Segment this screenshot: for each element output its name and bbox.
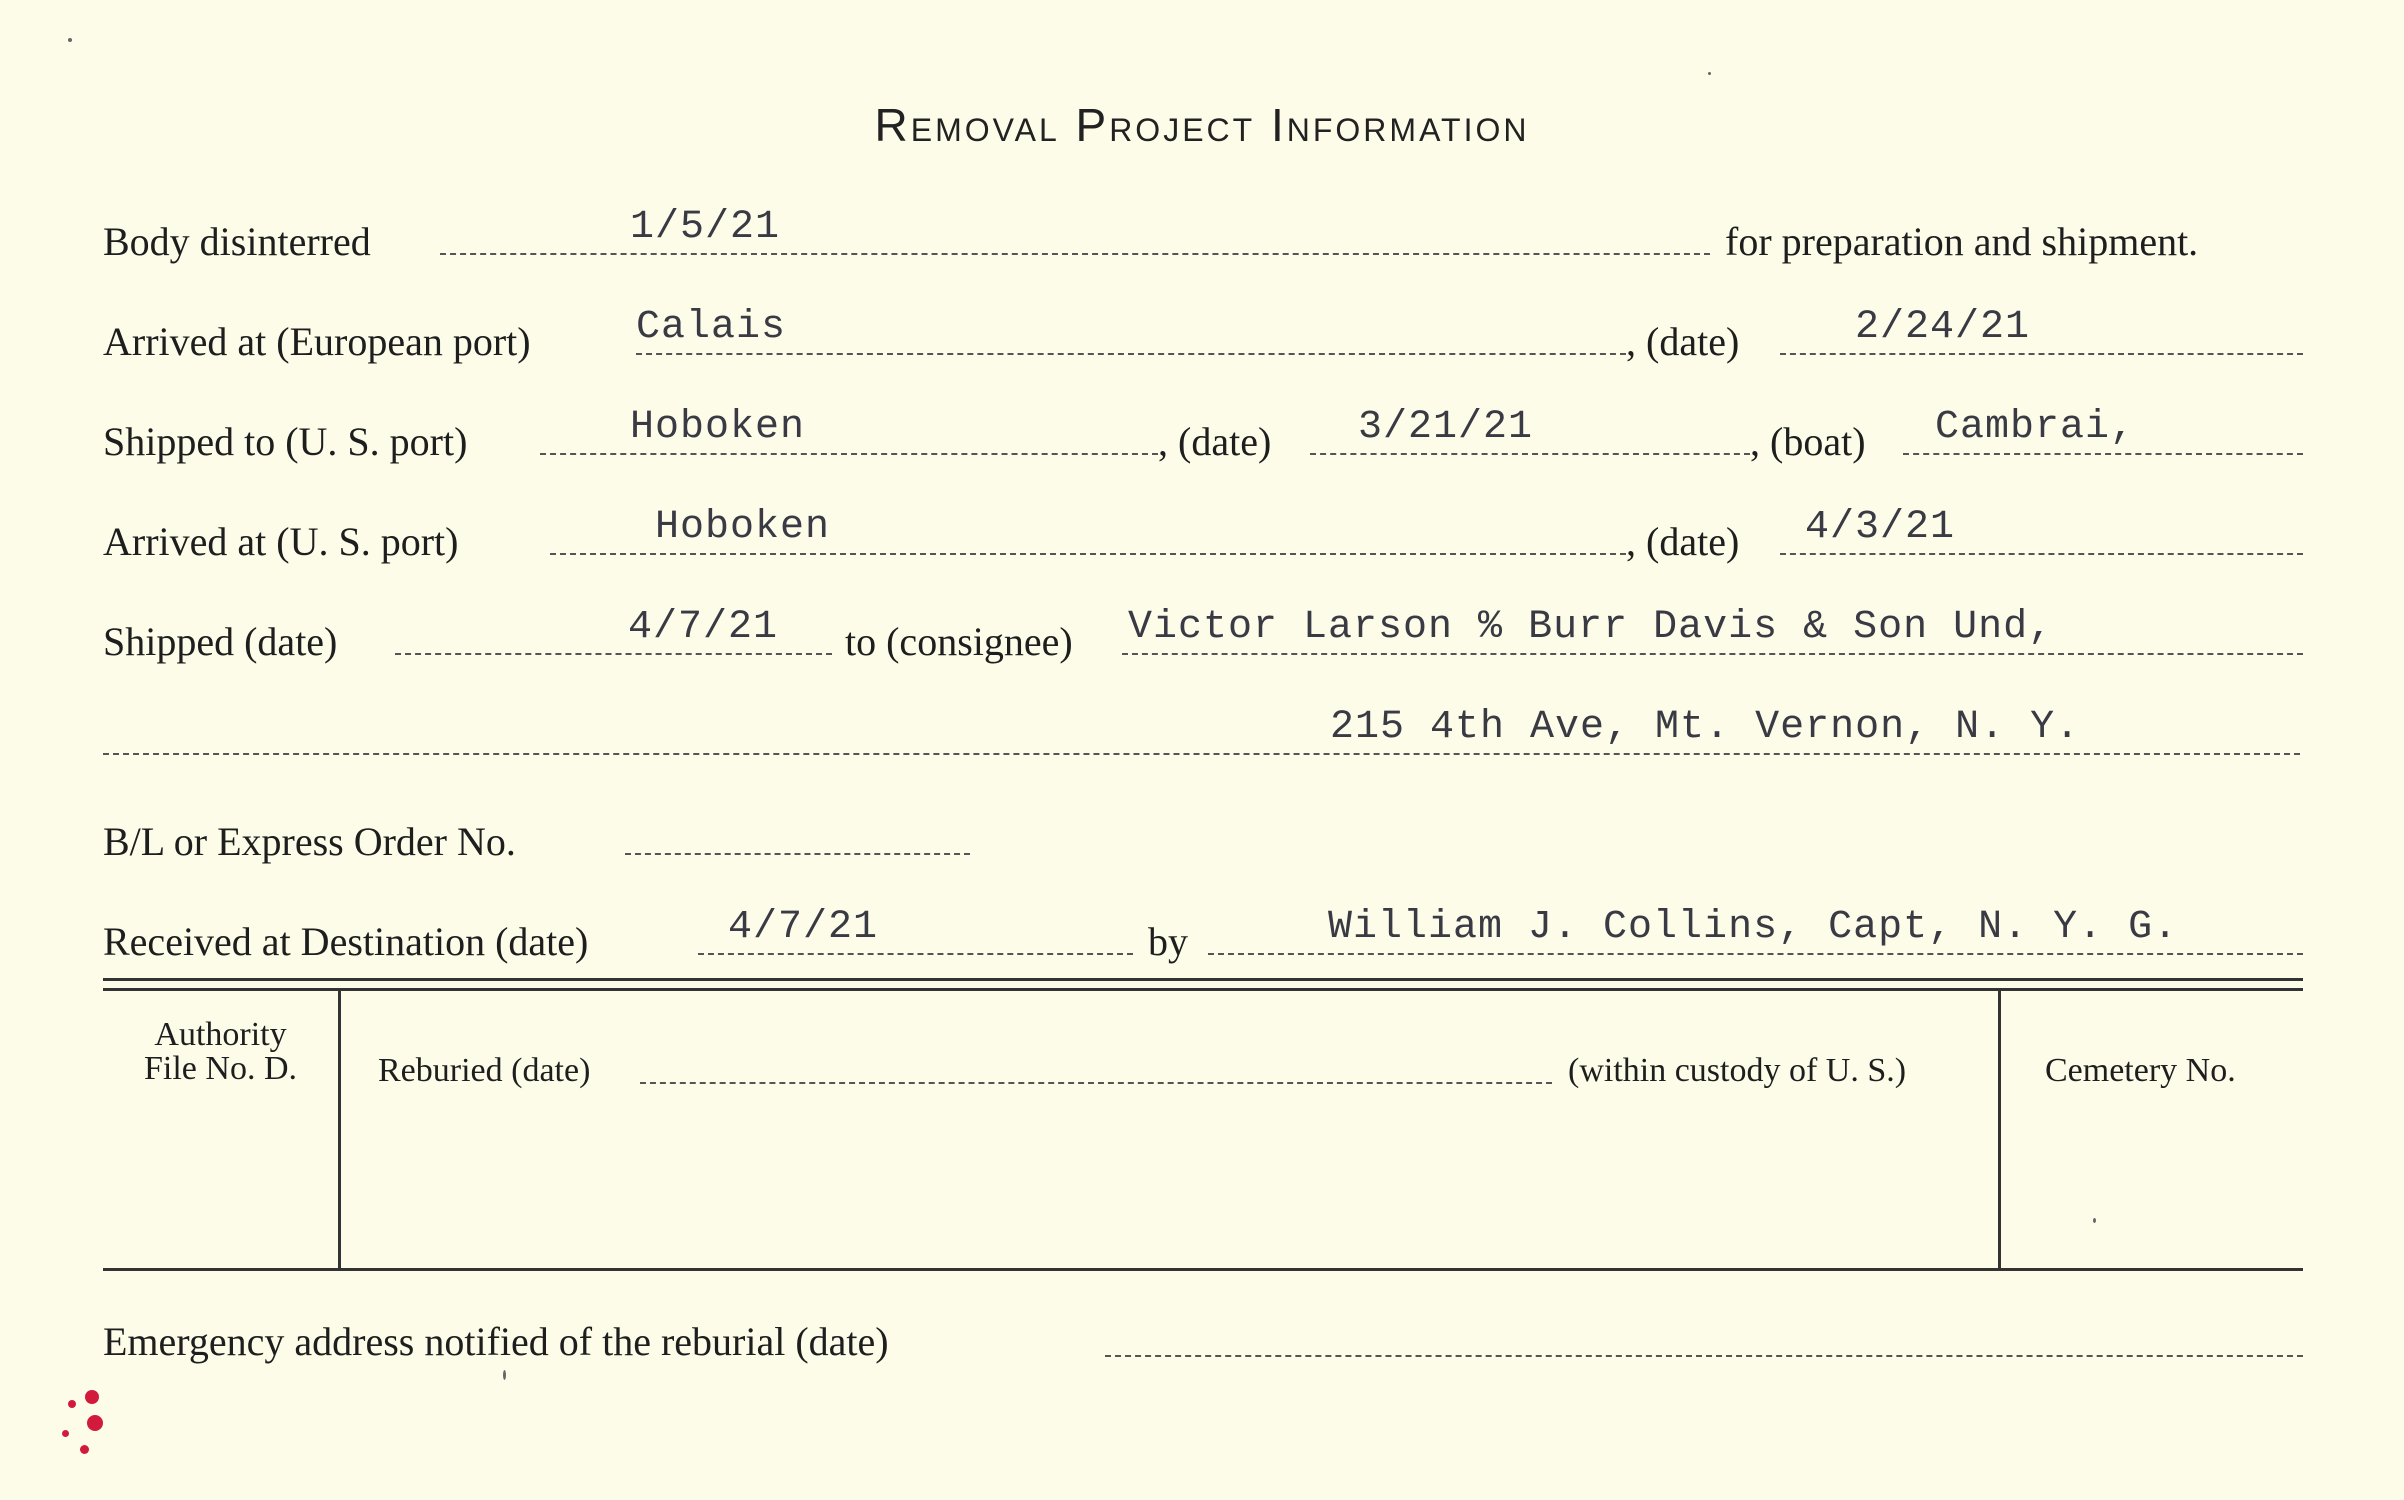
body-disinterred-value: 1/5/21 xyxy=(630,205,781,250)
bl-order-label: B/L or Express Order No. xyxy=(103,819,516,864)
authority-cell xyxy=(103,1018,338,1086)
paper-speck xyxy=(503,1370,506,1380)
shipped-us-boat: Cambrai, xyxy=(1935,405,2136,450)
table-bottom-rule xyxy=(103,1268,2303,1271)
arrived-european-date-line xyxy=(1780,353,2303,355)
shipped-date-line xyxy=(395,653,832,655)
shipped-us-date: 3/21/21 xyxy=(1358,405,1534,450)
table-top-rule xyxy=(103,978,2303,981)
cemetery-label: Cemetery No. xyxy=(2045,1052,2236,1089)
consignee-address: 215 4th Ave, Mt. Vernon, N. Y. xyxy=(1330,705,2081,750)
table-top-rule-2 xyxy=(103,988,2303,991)
shipped-us-value: Hoboken xyxy=(630,405,806,450)
red-ink-mark xyxy=(80,1445,89,1454)
received-by-line xyxy=(1208,953,2303,955)
arrived-european-date-label: , (date) xyxy=(1626,319,1740,364)
body-disinterred-label: Body disinterred xyxy=(103,219,371,264)
body-disinterred-suffix: for preparation and shipment. xyxy=(1725,219,2199,264)
shipped-date-label: Shipped (date) xyxy=(103,619,338,664)
consignee-line xyxy=(1122,653,2303,655)
shipped-us-label: Shipped to (U. S. port) xyxy=(103,419,468,464)
custody-label: (within custody of U. S.) xyxy=(1568,1052,1907,1089)
consignee-value: Victor Larson % Burr Davis & Son Und, xyxy=(1128,605,2054,650)
authority-line1: Authority xyxy=(154,1016,287,1053)
arrived-us-date-label: , (date) xyxy=(1626,519,1740,564)
shipped-us-date-line xyxy=(1310,453,1750,455)
paper-speck xyxy=(68,38,72,42)
arrived-european-line xyxy=(636,353,1626,355)
consignee-label: to (consignee) xyxy=(845,619,1073,664)
arrived-european-label: Arrived at (European port) xyxy=(103,319,531,364)
received-by: William J. Collins, Capt, N. Y. G. xyxy=(1328,905,2179,950)
shipped-date: 4/7/21 xyxy=(628,605,779,650)
reburied-label: Reburied (date) xyxy=(378,1052,591,1089)
address-line xyxy=(103,753,2300,755)
paper-speck xyxy=(2093,1218,2096,1223)
form-title: Removal Project Information xyxy=(874,99,1530,151)
arrived-us-line xyxy=(550,553,1626,555)
red-ink-mark xyxy=(87,1415,103,1431)
paper-speck xyxy=(1708,72,1711,75)
received-date-line xyxy=(698,953,1133,955)
reburied-line xyxy=(640,1082,1552,1084)
arrived-us-label: Arrived at (U. S. port) xyxy=(103,519,459,564)
bl-order-line xyxy=(625,853,970,855)
arrived-us-date: 4/3/21 xyxy=(1805,505,1956,550)
red-ink-mark xyxy=(62,1430,69,1437)
red-ink-mark xyxy=(85,1390,99,1404)
emergency-line xyxy=(1105,1355,2303,1357)
received-by-label: by xyxy=(1148,919,1188,964)
shipped-us-date-label: , (date) xyxy=(1158,419,1272,464)
shipped-us-boat-line xyxy=(1903,453,2303,455)
red-ink-mark xyxy=(68,1400,76,1408)
arrived-us-date-line xyxy=(1780,553,2303,555)
table-divider-right xyxy=(1998,990,2001,1268)
table-divider-left xyxy=(338,990,341,1268)
arrived-european-date: 2/24/21 xyxy=(1855,305,2031,350)
arrived-european-value: Calais xyxy=(636,305,787,350)
authority-line2: File No. D. xyxy=(144,1050,297,1087)
received-date: 4/7/21 xyxy=(728,905,879,950)
received-label: Received at Destination (date) xyxy=(103,919,589,964)
shipped-us-boat-label: , (boat) xyxy=(1750,419,1866,464)
body-disinterred-line xyxy=(440,253,1710,255)
arrived-us-value: Hoboken xyxy=(655,505,831,550)
emergency-label: Emergency address notified of the reburial (date) xyxy=(103,1319,889,1364)
shipped-us-line xyxy=(540,453,1158,455)
